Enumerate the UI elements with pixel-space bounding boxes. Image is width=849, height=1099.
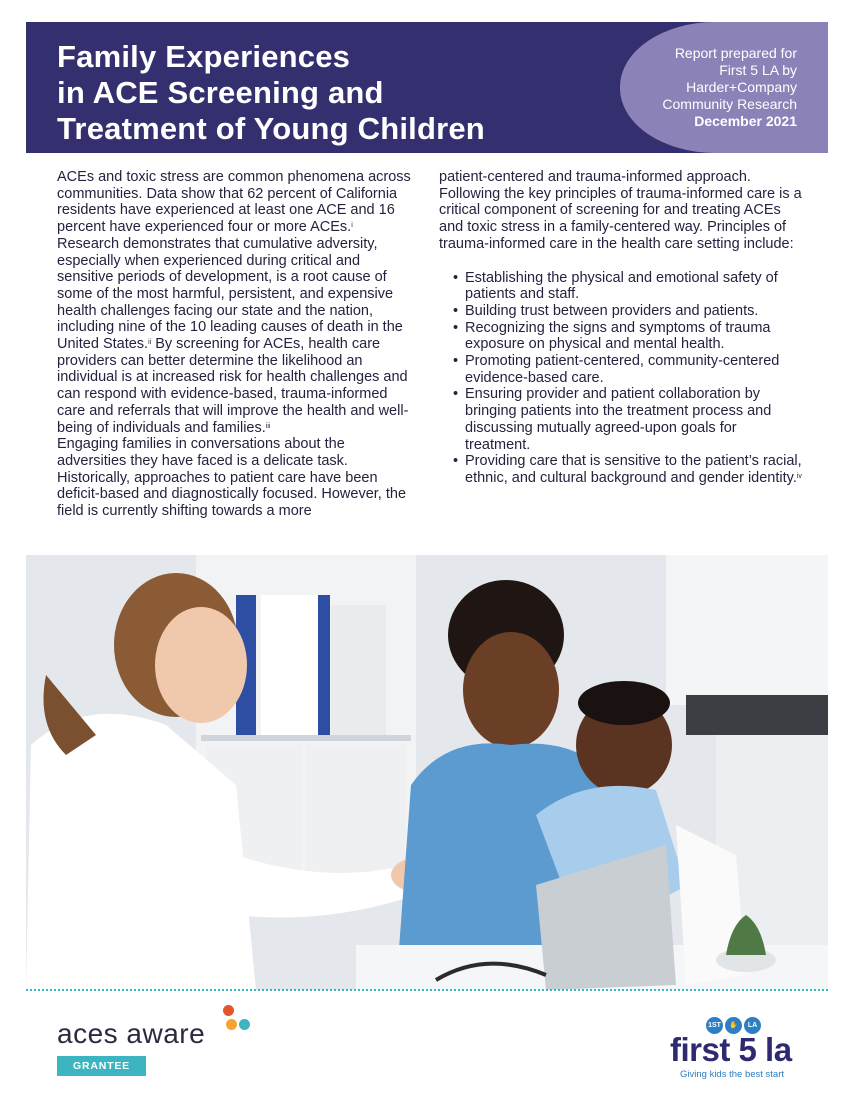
- bullet-icon: •: [453, 386, 459, 403]
- la-badge-icon: LA: [744, 1017, 761, 1034]
- bullet-icon: •: [453, 353, 459, 370]
- paragraph: patient-centered and trauma-informed approach. Following the key principles of trauma-informed care is a critical component of screening for and treating ACEs and toxic stress in a family-centered way. Principles of trauma-informed care in the health care setting include:: [439, 169, 802, 252]
- list-item-text: Establishing the physical and emotional safety of patients and staff.: [465, 269, 778, 303]
- clinic-photo-illustration: [26, 555, 828, 990]
- aces-aware-wordmark: aces aware: [57, 1018, 206, 1049]
- title-line: Family Experiences: [57, 39, 351, 74]
- list-item: [439, 320, 804, 353]
- list-item-text: Recognizing the signs and symptoms of trauma exposure on physical and mental health.: [465, 319, 771, 353]
- header-banner: [26, 22, 828, 153]
- text-run: By screening for ACEs, health care providers can better determine the likelihood an individual is at increased risk for health challenges and can respond with evidence-based, trauma-informed care and referrals that will improve the health and well-being of individuals and families.: [57, 336, 409, 436]
- report-line: First 5 LA by: [719, 62, 797, 78]
- first-badge-icon: 1ST: [706, 1017, 723, 1034]
- bullet-icon: •: [453, 302, 459, 319]
- title-line: in ACE Screening and: [57, 75, 384, 110]
- logo-dot-icon: [223, 1005, 234, 1016]
- list-item: [439, 303, 804, 320]
- logo-dot-icon: [239, 1019, 250, 1030]
- section-divider: [26, 989, 828, 991]
- footnote-ref: iv: [796, 472, 802, 480]
- list-item-text: Ensuring provider and patient collaboration by bringing patients into the treatment process and discussing mutually agreed-upon goals for treatment.: [465, 386, 772, 453]
- first5-la-logo: [668, 1015, 808, 1085]
- report-line: Report prepared for: [674, 45, 797, 61]
- text-run: ACEs and toxic stress are common phenomena across communities. Data show that 62 percent of California residents have experienced at least one ACE and 16 percent have experienced four or more ACEs.: [57, 169, 411, 236]
- list-item: [439, 353, 804, 386]
- hand-badge-icon: ✋: [725, 1017, 742, 1034]
- text-run: Research demonstrates that cumulative adversity, especially when experienced during critical and sensitive periods of development, is a root cause of some of the most harmful, persistent, and expensive health challenges facing our state and the nation, including nine of the 10 leading causes of death in the United States.: [57, 235, 403, 353]
- title-line: Treatment of Young Children: [57, 111, 485, 146]
- page-title: [57, 39, 597, 147]
- body-column-left: [57, 169, 413, 520]
- list-item-text: Building trust between providers and patients.: [465, 302, 759, 319]
- list-item-text: Promoting patient-centered, community-centered evidence-based care.: [465, 353, 780, 386]
- bullet-icon: •: [453, 319, 459, 336]
- report-credit: [567, 45, 797, 130]
- report-line: Community Research: [662, 96, 797, 112]
- footnote-ref: ii: [148, 339, 152, 347]
- clinic-photo: [26, 555, 828, 990]
- body-column-right: [439, 169, 804, 487]
- list-item-text: Providing care that is sensitive to the patient’s racial, ethnic, and cultural background and gender identity.: [465, 453, 802, 486]
- first5-tagline: Giving kids the best start: [680, 1069, 785, 1080]
- grantee-badge: GRANTEE: [57, 1056, 146, 1076]
- paragraph: [57, 169, 413, 436]
- paragraph: Engaging families in conversations about the adversities they have faced is a delicate task. Historically, approaches to patient care have been deficit-based and diagnostically focused. However, the field is currently shifting towards a more: [57, 436, 407, 520]
- report-line: Harder+Company: [686, 79, 797, 95]
- logo-dot-icon: [226, 1019, 237, 1030]
- bullet-icon: •: [453, 269, 459, 286]
- footnote-ref: iii: [265, 422, 271, 430]
- bullet-icon: •: [453, 453, 459, 470]
- list-item: [439, 270, 804, 303]
- list-item: [439, 386, 804, 453]
- aces-aware-logo: [57, 1005, 257, 1080]
- footnote-ref: i: [351, 222, 353, 230]
- report-date: December 2021: [694, 113, 797, 129]
- principles-list: [439, 270, 804, 487]
- list-item: [439, 453, 804, 486]
- first5-wordmark: first 5 la: [670, 1031, 792, 1068]
